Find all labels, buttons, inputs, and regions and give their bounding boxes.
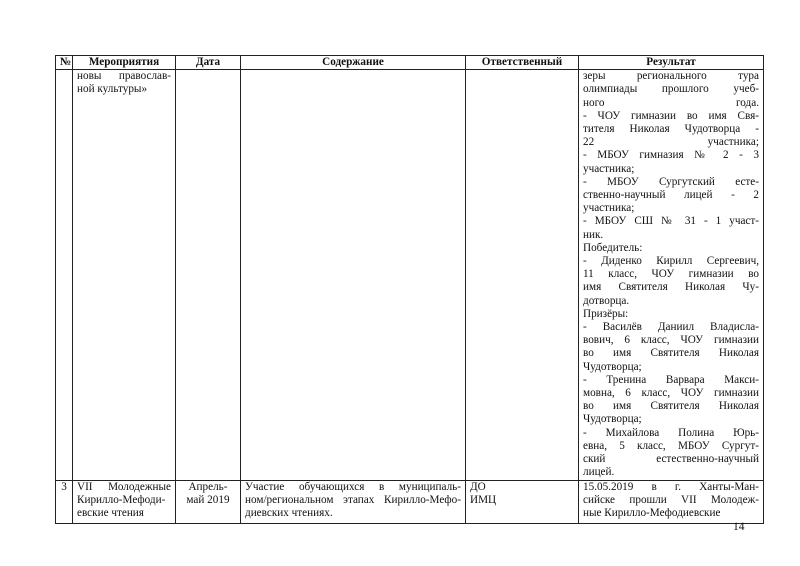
text-line: ДО: [470, 480, 486, 493]
cell-date: [176, 70, 241, 480]
text-line: ного года.: [583, 96, 759, 109]
text-line: олимпиады прошлого учеб-: [583, 83, 759, 96]
text-line: Кирилло-Мефоди-: [77, 493, 166, 506]
text-line: ИМЦ: [470, 493, 497, 506]
text-line: Чудотворца;: [583, 360, 642, 373]
table-row: [56, 70, 764, 480]
text-line: ные Кирилло-Мефодиевские: [583, 506, 721, 519]
text-line: участника;: [583, 162, 635, 175]
text-line: участника;: [583, 202, 635, 215]
table-row: [56, 480, 764, 523]
text-line: - Диденко Кирилл Сергеевич,: [583, 255, 759, 268]
text-line: зеры регионального тура: [583, 70, 759, 83]
text-line: VII Молодежные: [77, 480, 171, 493]
text-line: лицей.: [583, 466, 615, 479]
text-line: ной культуры»: [77, 83, 148, 96]
text-line: Призёры:: [583, 307, 629, 320]
cell-responsible: [466, 480, 579, 523]
text-line: ский естественно-научный: [583, 453, 759, 466]
cell-content: [241, 480, 466, 523]
text-line: Чудотворца;: [583, 413, 642, 426]
text-line: ственно-научный лицей - 2: [583, 189, 759, 202]
text-line: ник.: [583, 228, 604, 241]
text-line: 15.05.2019 в г. Ханты-Ман-: [583, 480, 759, 493]
cell-result: [579, 70, 764, 480]
text-line: - МБОУ Сургутский есте-: [583, 175, 759, 188]
text-line: во имя Святителя Николая: [583, 400, 759, 413]
text-line: - МБОУ гимназия № 2 - 3: [583, 149, 759, 162]
header-result: Результат: [579, 56, 764, 70]
header-events: Мероприятия: [73, 56, 176, 70]
text-line: сийске прошли VII Молодеж-: [583, 493, 759, 506]
cell-content: [241, 70, 466, 480]
text-line: 22 участника;: [583, 136, 759, 149]
text-line: евские чтения: [77, 506, 144, 519]
text-line: - МБОУ СШ № 31 - 1 участ-: [583, 215, 759, 228]
text-line: во имя Святителя Николая: [583, 347, 759, 360]
text-line: мовна, 6 класс, ЧОУ гимназии: [583, 387, 759, 400]
text-line: новы православ-: [77, 70, 171, 83]
cell-event: [73, 70, 176, 480]
text-line: - Василёв Даниил Владисла-: [583, 321, 759, 334]
cell-responsible: [466, 70, 579, 480]
text-line: Участие обучающихся в муниципаль-: [245, 480, 461, 493]
text-line: - ЧОУ гимназии во имя Свя-: [583, 109, 759, 122]
text-line: - Тренина Варвара Макси-: [583, 373, 759, 386]
text-line: тителя Николая Чудотворца -: [583, 123, 759, 136]
text-line: Апрель-: [188, 480, 228, 493]
table-header-row: [56, 56, 764, 70]
text-line: вович, 6 класс, ЧОУ гимназии: [583, 334, 759, 347]
cell-num: 3: [56, 480, 73, 523]
page-number: 14: [733, 521, 745, 533]
header-responsible: Ответственный: [466, 56, 579, 70]
cell-result: [579, 480, 764, 523]
cell-event: [73, 480, 176, 523]
text-line: диевских чтениях.: [245, 506, 333, 519]
header-date: Дата: [176, 56, 241, 70]
text-line: - Михайлова Полина Юрь-: [583, 426, 759, 439]
text-line: Победитель:: [583, 241, 643, 254]
text-line: 11 класс, ЧОУ гимназии во: [583, 268, 759, 281]
text-line: дотворца.: [583, 294, 630, 307]
header-content: Содержание: [241, 56, 466, 70]
cell-date: [176, 480, 241, 523]
header-num: №: [56, 56, 73, 70]
text-line: евна, 5 класс, МБОУ Сургут-: [583, 439, 759, 452]
cell-num: [56, 70, 73, 480]
text-line: имя Святителя Николая Чу-: [583, 281, 759, 294]
text-line: май 2019: [186, 493, 230, 506]
events-table: [55, 55, 764, 524]
text-line: ном/региональном этапах Кирилло-Мефо-: [245, 493, 461, 506]
